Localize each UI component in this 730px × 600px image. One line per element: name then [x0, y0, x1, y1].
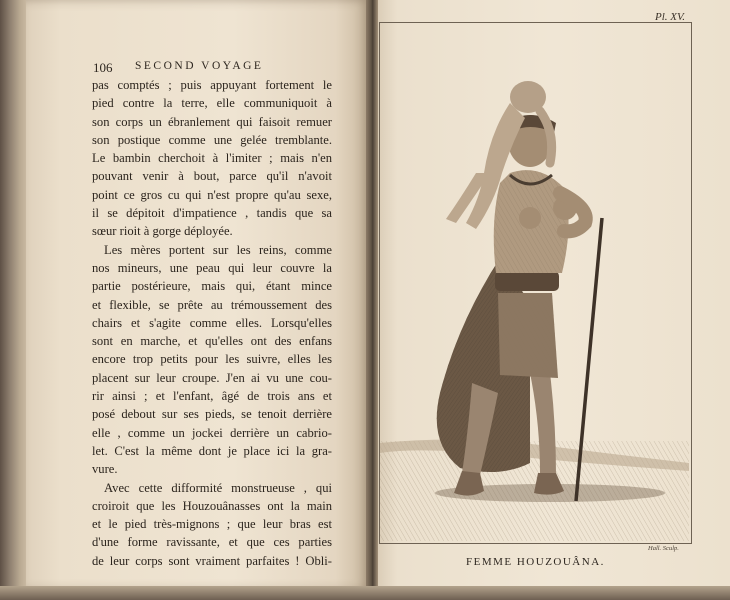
- text-line: sont en marche, et qu'elles ont des enfans: [92, 334, 332, 349]
- book-edge: [0, 0, 28, 600]
- text-line: Avec cette difformité monstrueuse , qui: [104, 480, 332, 495]
- text-line: encore trop petits pour les suivre, elles les: [92, 352, 332, 367]
- body-text: [92, 76, 332, 570]
- text-line: vure.: [92, 462, 118, 477]
- text-line: et flexible, se prête au trémoussement des: [92, 297, 332, 312]
- text-line: posé debout sur ses pieds, se tenoit derrière: [92, 407, 332, 422]
- text-line: pied contre la terre, elle communiquoit à: [92, 96, 332, 111]
- book-gutter: [366, 0, 378, 600]
- page-header: [93, 60, 333, 76]
- engraver-credit: Hall. Sculp.: [648, 545, 679, 552]
- book-bottom-edge: [0, 586, 730, 600]
- text-line: son postique comme une gelée tremblante.: [92, 132, 332, 147]
- figure-woman: [437, 115, 586, 496]
- engraving-illustration: [380, 23, 689, 541]
- text-line: point ce gros cu qui n'est propre qu'au sexe,: [92, 187, 332, 202]
- text-line: d'une forme ravissante, et que ces parties: [92, 535, 332, 550]
- running-head: SECOND VOYAGE: [135, 60, 264, 72]
- text-line: nos mineurs, une peau qui leur couvre la: [92, 260, 332, 275]
- text-line: son corps un ébranlement qui faisoit remuer: [92, 114, 332, 129]
- plate-caption: FEMME HOUZOUÂNA.: [466, 556, 605, 568]
- plate-number: Pl. XV.: [655, 11, 686, 23]
- text-line: de leur corps sont vraiment parfaites ! Obli-: [92, 553, 332, 568]
- text-line: rir ainsi ; et l'enfant, âgé de trois ans et: [92, 389, 332, 404]
- text-line: il se dépitoit d'impatience , tandis que sa: [92, 206, 332, 221]
- text-line: let. C'est la même dont je place ici la gra-: [92, 443, 332, 458]
- text-line: chairs et s'agite comme elles. Lorsqu'elles: [92, 315, 332, 330]
- text-line: elle , comme un jockei derrière un cabrio-: [92, 425, 332, 440]
- text-line: partie postérieure, mais qui, étant mince: [92, 279, 332, 294]
- text-line: pas comptés ; puis appuyant fortement le: [92, 78, 332, 92]
- ground: [380, 439, 689, 541]
- text-line: placent sur leur croupe. J'en ai vu une cou-: [92, 370, 332, 385]
- text-line: croiroit que les Houzouânasses ont la main: [92, 498, 332, 513]
- text-line: sœur rioit à gorge déployée.: [92, 224, 233, 239]
- text-line: et le pied très-mignons ; que leur bras est: [92, 517, 332, 532]
- text-line: Le bambin cherchoit à l'imiter ; mais n'en: [92, 151, 332, 166]
- text-line: Les mères portent sur les reins, comme: [104, 242, 332, 257]
- text-line: pouvant venir à bout, parce qu'il n'avoit: [92, 169, 332, 184]
- page-number: 106: [93, 60, 113, 75]
